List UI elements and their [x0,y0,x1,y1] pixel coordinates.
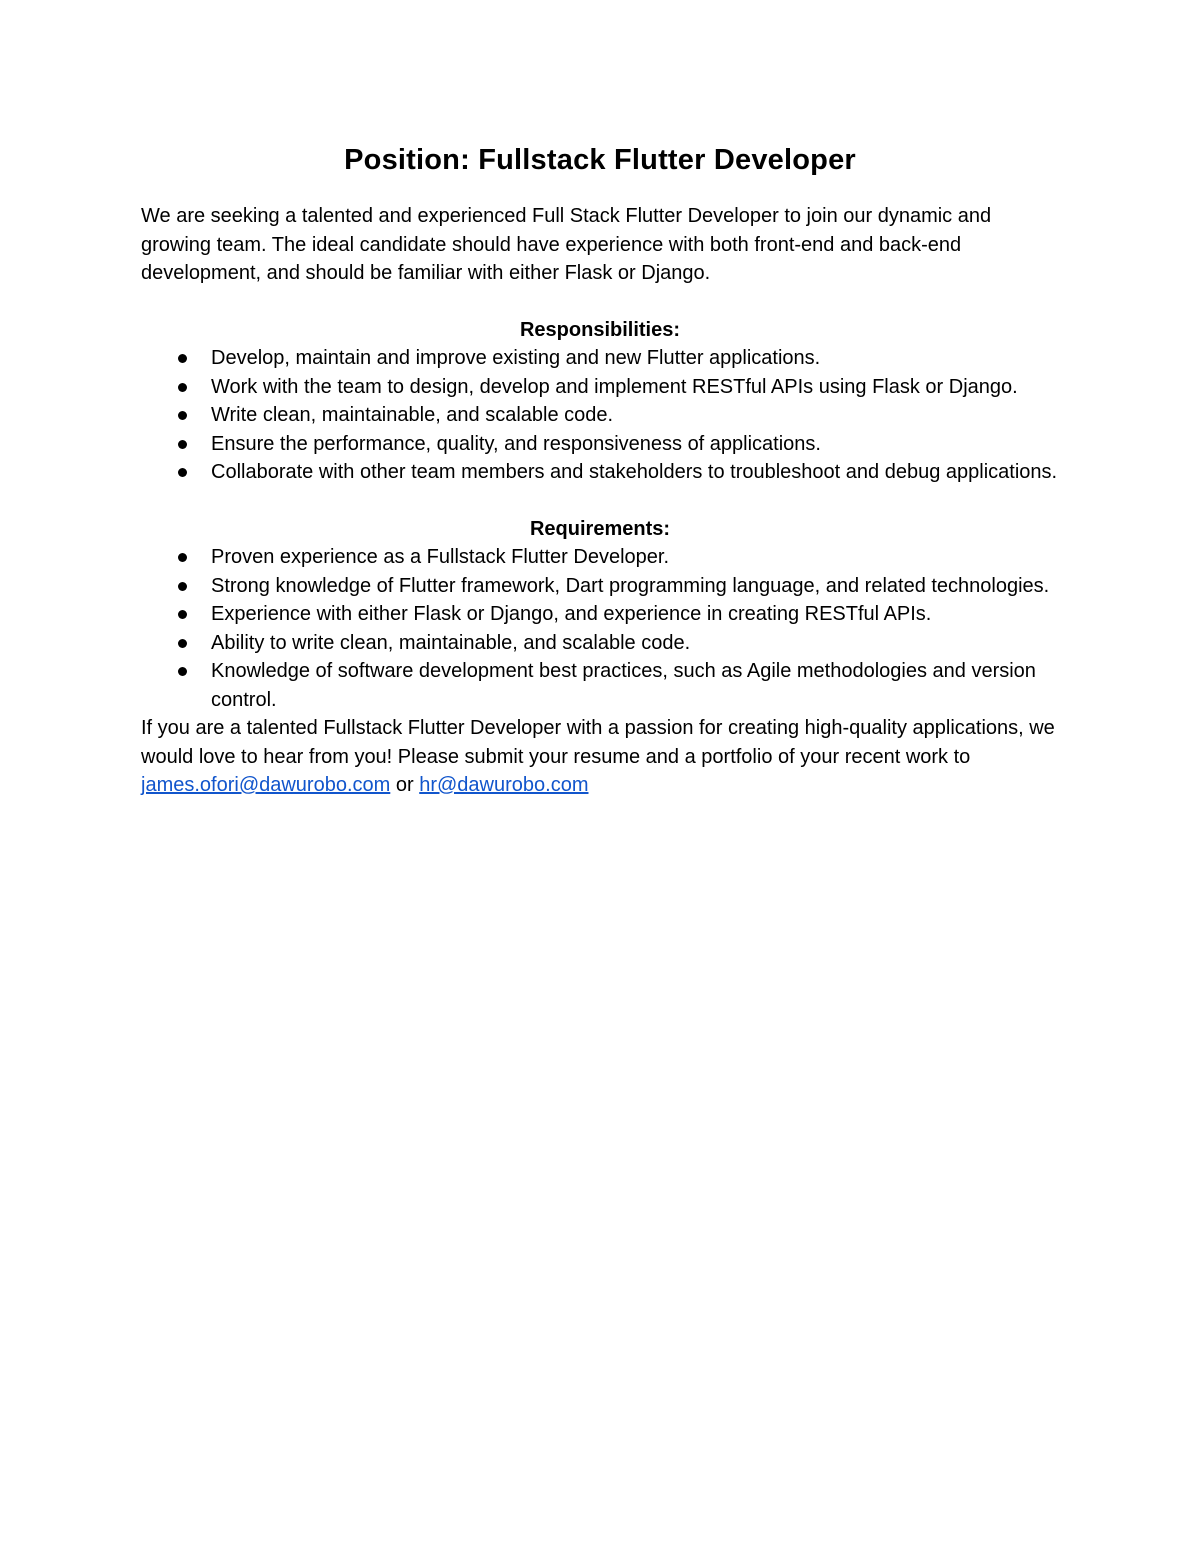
bullet-icon [178,639,187,648]
list-item-text: Knowledge of software development best practices, such as Agile methodologies and version control. [211,660,1036,711]
email-link-primary[interactable]: james.ofori@dawurobo.com [141,774,391,796]
bullet-icon [178,383,187,392]
closing-connector: or [395,774,414,796]
bullet-icon [178,667,187,676]
list-item-text: Collaborate with other team members and stakeholders to troubleshoot and debug applications. [211,461,1058,483]
requirements-section [141,515,1059,715]
list-item [141,401,1059,430]
requirements-heading: Requirements: [529,517,671,540]
responsibilities-heading: Responsibilities: [519,318,681,341]
list-item-text: Ability to write clean, maintainable, and scalable code. [211,631,691,654]
list-item-text: Work with the team to design, develop and implement RESTful APIs using Flask or Django. [211,375,1018,398]
list-item [141,629,1059,658]
list-item [141,458,1059,487]
list-item [141,572,1059,601]
document-page [141,138,1059,800]
list-item-text: Experience with either Flask or Django, and experience in creating RESTful APIs. [211,603,932,625]
email-link-secondary[interactable]: hr@dawurobo.com [419,774,589,796]
closing-paragraph [141,714,1059,800]
list-item-text: Strong knowledge of Flutter framework, Dart programming language, and related technologies. [211,574,1050,597]
list-item [141,344,1059,373]
list-item-text: Develop, maintain and improve existing and new Flutter applications. [211,347,821,369]
responsibilities-list [141,344,1059,487]
closing-text: If you are a talented Fullstack Flutter Developer with a passion for creating high-quality applications, we would love to hear from you! Please submit your resume and a portfolio of your recent work to [141,717,1055,768]
bullet-icon [178,468,187,477]
bullet-icon [178,354,187,363]
section-spacer [141,487,1059,515]
list-item [141,430,1059,459]
list-item [141,600,1059,629]
bullet-icon [178,582,187,591]
list-item-text: Write clean, maintainable, and scalable code. [211,404,614,426]
bullet-icon [178,440,187,449]
bullet-icon [178,411,187,420]
page-title: Position: Fullstack Flutter Developer [344,144,856,176]
list-item-text: Proven experience as a Fullstack Flutter Developer. [211,546,669,568]
requirements-list [141,543,1059,714]
list-item [141,543,1059,572]
bullet-icon [178,553,187,562]
list-item [141,657,1059,714]
responsibilities-section [141,316,1059,487]
intro-paragraph: We are seeking a talented and experienced Full Stack Flutter Developer to join our dynamic and growing team. The ideal candidate should have experience with both front-end and back-end development, and should be familiar with either Flask or Django. [141,205,992,284]
list-item [141,373,1059,402]
bullet-icon [178,610,187,619]
list-item-text: Ensure the performance, quality, and responsiveness of applications. [211,432,821,455]
